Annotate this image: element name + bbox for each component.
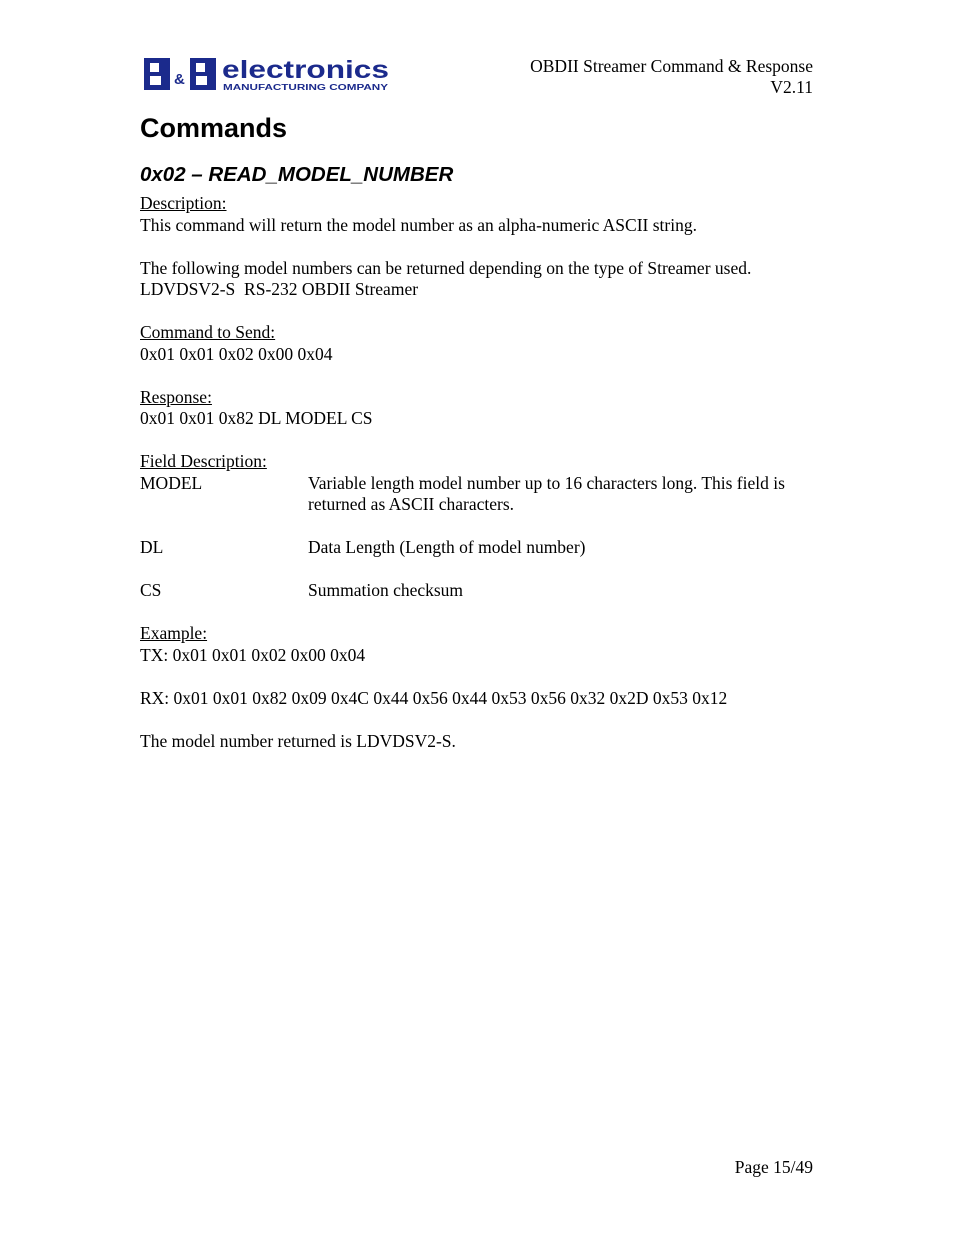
- document-header: [530, 56, 813, 98]
- field-row-dl: [140, 537, 820, 559]
- field-row-cs: [140, 580, 820, 602]
- page-number: Page 15/49: [734, 1157, 813, 1177]
- document-title: OBDII Streamer Command & Response: [530, 56, 813, 76]
- command-to-send-value: 0x01 0x01 0x02 0x00 0x04: [140, 343, 333, 364]
- example-tx: TX: 0x01 0x01 0x02 0x00 0x04: [140, 644, 366, 665]
- description-label: Description:: [140, 193, 227, 213]
- svg-text:MANUFACTURING COMPANY: MANUFACTURING COMPANY: [223, 83, 389, 92]
- field-row-model: [140, 473, 820, 516]
- example-result: The model number returned is LDVDSV2-S.: [140, 730, 456, 751]
- command-to-send-label: Command to Send:: [140, 322, 276, 342]
- field-name: MODEL: [140, 472, 203, 493]
- command-body: [140, 193, 820, 752]
- field-desc: Summation checksum: [308, 580, 464, 600]
- field-name: CS: [140, 580, 162, 600]
- section-heading: Commands: [140, 113, 288, 143]
- svg-text:&: &: [174, 71, 185, 88]
- response-value: 0x01 0x01 0x82 DL MODEL CS: [140, 408, 373, 428]
- field-description-label: Field Description:: [140, 451, 267, 471]
- example-rx: RX: 0x01 0x01 0x82 0x09 0x4C 0x44 0x56 0x44 0x53 0x56 0x32 0x2D 0x53 0x12: [140, 687, 728, 708]
- response-label: Response:: [140, 386, 212, 407]
- description-text: This command will return the model number as an alpha-numeric ASCII string.: [140, 214, 697, 235]
- svg-text:electronics: electronics: [222, 56, 389, 84]
- field-name: DL: [140, 537, 164, 557]
- field-desc: Variable length model number up to 16 characters long. This field is returned as ASCII characters.: [308, 472, 785, 514]
- bb-electronics-logo: [144, 56, 394, 94]
- example-label: Example:: [140, 623, 208, 643]
- document-version: V2.11: [770, 77, 813, 97]
- field-desc: Data Length (Length of model number): [308, 537, 586, 557]
- models-intro: The following model numbers can be returned depending on the type of Streamer used.: [140, 257, 752, 278]
- command-heading: 0x02 – READ_MODEL_NUMBER: [140, 163, 454, 186]
- model-line: LDVDSV2-S RS-232 OBDII Streamer: [140, 279, 419, 299]
